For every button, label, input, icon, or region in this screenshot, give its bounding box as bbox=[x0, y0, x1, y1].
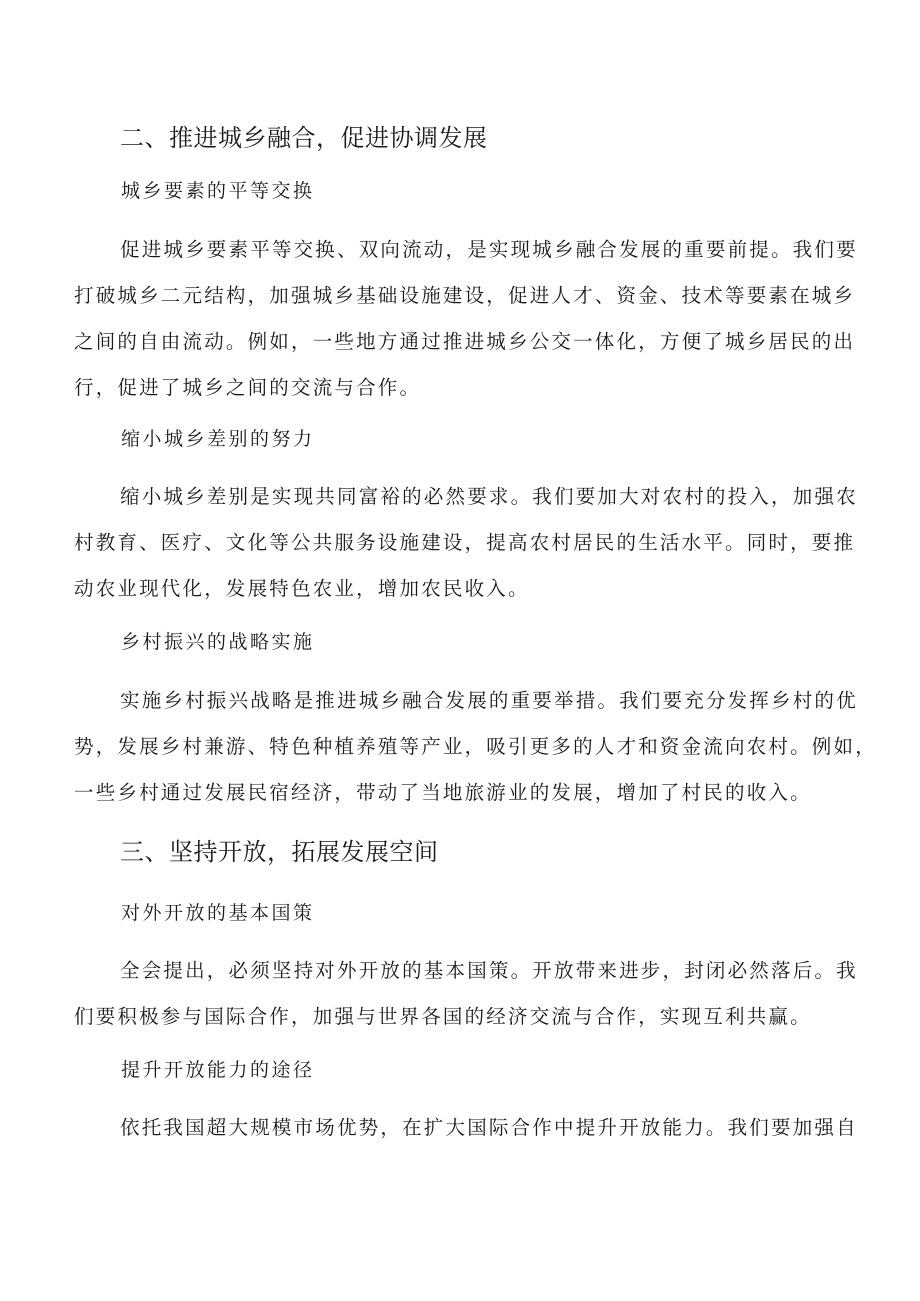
paragraph bbox=[74, 474, 864, 612]
paragraph bbox=[74, 948, 864, 1040]
paragraph-line: 实施乡村振兴战略是推进城乡融合发展的重要举措。我们要充分发挥乡村的优 bbox=[120, 689, 858, 712]
paragraph bbox=[74, 1105, 864, 1151]
section-heading: 三、坚持开放，拓展发展空间 bbox=[120, 838, 439, 866]
paragraph-line: 行，促进了城乡之间的交流与合作。 bbox=[74, 376, 422, 399]
paragraph-line: 势，发展乡村兼游、特色种植养殖等产业，吸引更多的人才和资金流向农村。例如， bbox=[74, 735, 877, 758]
paragraph-line: 缩小城乡差别是实现共同富裕的必然要求。我们要加大对农村的投入，加强农 bbox=[120, 485, 858, 508]
paragraph-line: 促进城乡要素平等交换、双向流动，是实现城乡融合发展的重要前提。我们要 bbox=[120, 238, 858, 261]
paragraph bbox=[74, 678, 877, 816]
section-heading: 二、推进城乡融合，促进协调发展 bbox=[120, 124, 488, 152]
paragraph-line: 一些乡村通过发展民宿经济，带动了当地旅游业的发展，增加了村民的收入。 bbox=[74, 781, 812, 804]
paragraph-line: 打破城乡二元结构，加强城乡基础设施建设，促进人才、资金、技术等要素在城乡 bbox=[74, 284, 856, 307]
paragraph-line: 们要积极参与国际合作，加强与世界各国的经济交流与合作，实现互利共赢。 bbox=[74, 1005, 812, 1028]
subsection-title: 城乡要素的平等交换 bbox=[121, 180, 315, 202]
paragraph bbox=[74, 227, 864, 411]
paragraph-line: 村教育、医疗、文化等公共服务设施建设，提高农村居民的生活水平。同时，要推 bbox=[74, 531, 856, 554]
subsection-title: 提升开放能力的途径 bbox=[121, 1059, 315, 1081]
paragraph-line: 全会提出，必须坚持对外开放的基本国策。开放带来进步，封闭必然落后。我 bbox=[120, 959, 858, 982]
paragraph-line: 之间的自由流动。例如，一些地方通过推进城乡公交一体化，方便了城乡居民的出 bbox=[74, 330, 856, 353]
paragraph-line: 动农业现代化，发展特色农业，增加农民收入。 bbox=[74, 577, 530, 600]
subsection-title: 乡村振兴的战略实施 bbox=[121, 631, 315, 653]
subsection-title: 缩小城乡差别的努力 bbox=[121, 428, 315, 450]
paragraph-line: 依托我国超大规模市场优势，在扩大国际合作中提升开放能力。我们要加强自 bbox=[120, 1116, 858, 1139]
subsection-title: 对外开放的基本国策 bbox=[121, 902, 315, 924]
